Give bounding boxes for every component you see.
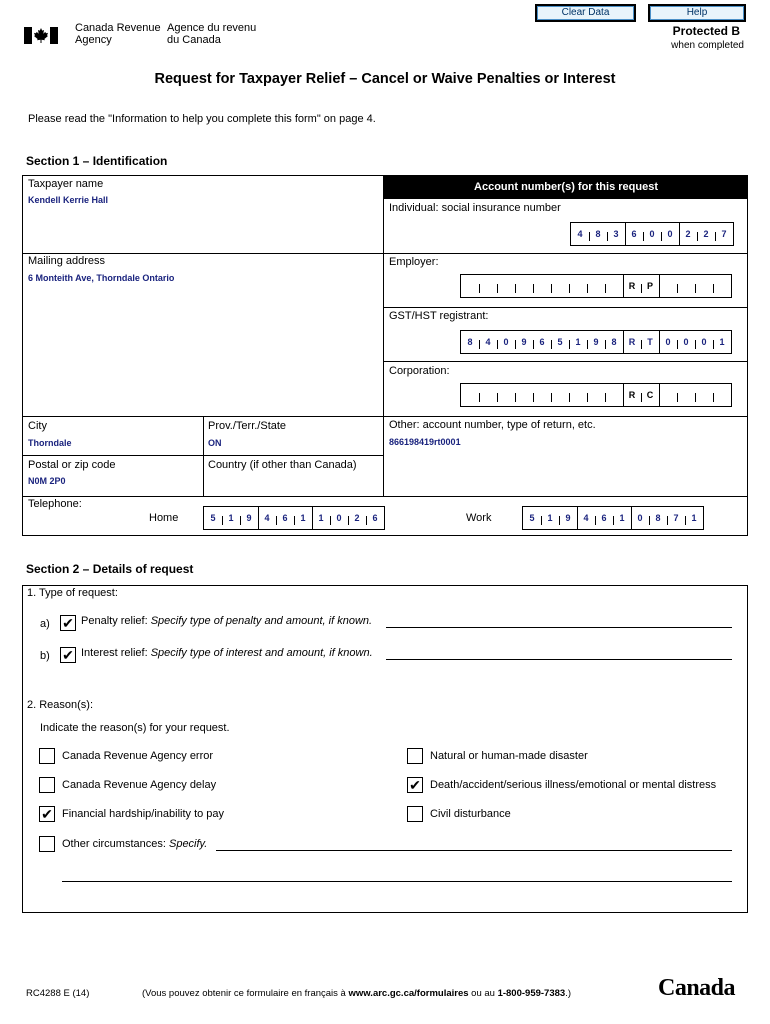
- corporation-label: Corporation:: [389, 365, 450, 377]
- digit-cell: 0: [695, 331, 713, 353]
- digit-cell: R: [623, 331, 641, 353]
- other-account-label: Other: account number, type of return, etc.: [389, 419, 596, 431]
- digit-cell: 0: [497, 331, 515, 353]
- sin-label: Individual: social insurance number: [389, 202, 561, 214]
- digit-cell: 2: [697, 223, 715, 245]
- digit-cell: [479, 384, 497, 406]
- agency-name-fr: Agence du revenu du Canada: [167, 22, 257, 46]
- digit-cell: 4: [258, 507, 276, 529]
- digit-cell: 1: [541, 507, 559, 529]
- digit-cell: [515, 384, 533, 406]
- taxpayer-name-field[interactable]: Kendell Kerrie Hall: [28, 195, 109, 205]
- form-title: Request for Taxpayer Relief – Cancel or Waive Penalties or Interest: [154, 71, 616, 87]
- section1-heading: Section 1 – Identification: [26, 154, 168, 168]
- digit-cell: [587, 384, 605, 406]
- natural-disaster-checkbox[interactable]: [407, 748, 423, 764]
- digit-cell: R: [623, 275, 641, 297]
- digit-cell: 7: [715, 223, 733, 245]
- digit-cell: 1: [312, 507, 330, 529]
- digit-cell: [605, 384, 623, 406]
- city-label: City: [28, 420, 47, 432]
- french-phone: 1-800-959-7383: [497, 988, 566, 999]
- digit-cell: 1: [294, 507, 312, 529]
- divider-h-city: [22, 416, 748, 417]
- employer-label: Employer:: [389, 256, 439, 268]
- digit-cell: [569, 275, 587, 297]
- digit-cell: T: [641, 331, 659, 353]
- divider-h-phone: [22, 496, 748, 497]
- type-of-request-label: 1. Type of request:: [27, 587, 118, 599]
- help-button[interactable]: Help: [648, 4, 746, 22]
- digit-cell: [659, 384, 677, 406]
- digit-cell: C: [641, 384, 659, 406]
- digit-cell: 1: [222, 507, 240, 529]
- digit-cell: 9: [587, 331, 605, 353]
- cra-delay-checkbox[interactable]: [39, 777, 55, 793]
- indicate-reasons-text: Indicate the reason(s) for your request.: [40, 722, 230, 734]
- gst-account-field[interactable]: [460, 330, 732, 354]
- other-circumstances-label: Other circumstances: Specify.: [62, 838, 208, 850]
- digit-cell: [713, 384, 731, 406]
- digit-cell: 1: [569, 331, 587, 353]
- province-field[interactable]: ON: [208, 438, 222, 448]
- digit-cell: [461, 275, 479, 297]
- interest-relief-checkbox[interactable]: ✔: [60, 647, 76, 663]
- reasons-label: 2. Reason(s):: [27, 699, 94, 711]
- option-a-letter: a): [40, 618, 50, 630]
- mailing-address-label: Mailing address: [28, 255, 106, 267]
- digit-cell: 6: [366, 507, 384, 529]
- digit-cell: 8: [589, 223, 607, 245]
- interest-relief-label: Interest relief: Specify type of interest and amount, if known.: [81, 647, 373, 659]
- intro-text: Please read the "Information to help you complete this form" on page 4.: [28, 113, 376, 125]
- digit-cell: 9: [240, 507, 258, 529]
- digit-cell: [587, 275, 605, 297]
- section2-heading: Section 2 – Details of request: [26, 562, 194, 576]
- digit-cell: 1: [685, 507, 703, 529]
- province-label: Prov./Terr./State: [208, 420, 287, 432]
- work-phone-field[interactable]: [522, 506, 704, 530]
- corporation-account-field[interactable]: [460, 383, 732, 407]
- natural-disaster-label: Natural or human-made disaster: [430, 750, 588, 762]
- digit-cell: 0: [631, 507, 649, 529]
- account-numbers-header: Account number(s) for this request: [384, 175, 748, 199]
- protected-b-label: Protected B: [672, 24, 740, 38]
- cra-error-label: Canada Revenue Agency error: [62, 750, 214, 762]
- city-field[interactable]: Thorndale: [28, 438, 72, 448]
- digit-cell: 4: [577, 229, 583, 239]
- divider-h-employer: [384, 307, 748, 308]
- other-account-field[interactable]: 866198419rt0001: [389, 437, 461, 447]
- digit-cell: 5: [551, 331, 569, 353]
- digit-cell: [677, 275, 695, 297]
- digit-cell: 8: [467, 337, 473, 347]
- digit-cell: 3: [607, 223, 625, 245]
- digit-cell: 5: [210, 513, 216, 523]
- french-availability-note: (Vous pouvez obtenir ce formulaire en français à www.arc.gc.ca/formulaires ou au 1-800-959-7383.): [142, 988, 571, 999]
- penalty-relief-label: Penalty relief: Specify type of penalty and amount, if known.: [81, 615, 373, 627]
- sin-field[interactable]: [570, 222, 734, 246]
- digit-cell: [551, 275, 569, 297]
- employer-account-field[interactable]: [460, 274, 732, 298]
- postal-code-label: Postal or zip code: [28, 459, 116, 471]
- penalty-relief-checkbox[interactable]: ✔: [60, 615, 76, 631]
- option-b-letter: b): [40, 650, 50, 662]
- digit-cell: 6: [595, 507, 613, 529]
- divider-v-prov: [203, 416, 204, 496]
- other-circumstances-line-2[interactable]: [62, 881, 732, 882]
- other-circumstances-line-1[interactable]: [216, 850, 732, 851]
- digit-cell: 9: [515, 331, 533, 353]
- cra-delay-label: Canada Revenue Agency delay: [62, 779, 217, 791]
- flag-right-bar: [50, 27, 58, 44]
- death-illness-label: Death/accident/serious illness/emotional or mental distress: [430, 779, 717, 791]
- penalty-relief-line[interactable]: [386, 627, 732, 628]
- digit-cell: 6: [276, 507, 294, 529]
- financial-hardship-label: Financial hardship/inability to pay: [62, 808, 225, 820]
- mailing-address-field[interactable]: 6 Monteith Ave, Thorndale Ontario: [28, 273, 175, 283]
- divider-h-sin: [384, 253, 748, 254]
- digit-cell: 0: [643, 223, 661, 245]
- digit-cell: R: [623, 384, 641, 406]
- divider-v-main: [383, 175, 384, 497]
- digit-cell: 6: [533, 331, 551, 353]
- cra-error-checkbox[interactable]: [39, 748, 55, 764]
- digit-cell: P: [641, 275, 659, 297]
- digit-cell: 5: [529, 513, 535, 523]
- divider-h-taxpayer: [22, 253, 383, 254]
- financial-hardship-checkbox[interactable]: ✔: [39, 806, 55, 822]
- taxpayer-name-label: Taxpayer name: [28, 178, 104, 190]
- digit-cell: 0: [677, 331, 695, 353]
- digit-cell: [533, 275, 551, 297]
- canada-wordmark-logo: Canada: [658, 975, 736, 1001]
- digit-cell: [461, 384, 479, 406]
- home-phone-label: Home: [149, 512, 179, 524]
- digit-cell: 1: [713, 331, 731, 353]
- digit-cell: [677, 384, 695, 406]
- digit-cell: 7: [667, 507, 685, 529]
- digit-cell: [515, 275, 533, 297]
- when-completed-label: when completed: [671, 40, 744, 51]
- clear-data-button[interactable]: Clear Data: [535, 4, 636, 22]
- digit-cell: [479, 275, 497, 297]
- digit-cell: 0: [661, 223, 679, 245]
- digit-cell: 0: [330, 507, 348, 529]
- digit-cell: 9: [559, 507, 577, 529]
- digit-cell: [497, 384, 515, 406]
- civil-disturbance-label: Civil disturbance: [430, 808, 511, 820]
- digit-cell: 2: [348, 507, 366, 529]
- digit-cell: 4: [479, 331, 497, 353]
- french-url-link[interactable]: www.arc.gc.ca/formulaires: [348, 988, 469, 999]
- digit-cell: 8: [605, 331, 623, 353]
- home-phone-field[interactable]: [203, 506, 385, 530]
- digit-cell: [533, 384, 551, 406]
- telephone-label: Telephone:: [28, 498, 82, 510]
- digit-cell: [695, 384, 713, 406]
- death-illness-checkbox[interactable]: ✔: [407, 777, 423, 793]
- digit-cell: [569, 384, 587, 406]
- civil-disturbance-checkbox[interactable]: [407, 806, 423, 822]
- digit-cell: [551, 384, 569, 406]
- digit-cell: 6: [625, 223, 643, 245]
- digit-cell: [713, 275, 731, 297]
- details-box: [22, 585, 748, 913]
- form-id: RC4288 E (14): [26, 988, 90, 999]
- digit-cell: [659, 275, 677, 297]
- digit-cell: [695, 275, 713, 297]
- digit-cell: 1: [613, 507, 631, 529]
- other-circumstances-checkbox[interactable]: [39, 836, 55, 852]
- gst-label: GST/HST registrant:: [389, 310, 489, 322]
- divider-h-gst: [384, 361, 748, 362]
- digit-cell: [605, 275, 623, 297]
- interest-relief-line[interactable]: [386, 659, 732, 660]
- maple-leaf-icon: [34, 28, 48, 43]
- work-phone-label: Work: [466, 512, 492, 524]
- agency-name-en: Canada Revenue Agency: [75, 22, 161, 46]
- postal-code-field[interactable]: N0M 2P0: [28, 476, 66, 486]
- canada-flag-icon: [24, 27, 58, 44]
- digit-cell: 8: [649, 507, 667, 529]
- digit-cell: 4: [577, 507, 595, 529]
- digit-cell: [497, 275, 515, 297]
- digit-cell: 0: [659, 331, 677, 353]
- flag-left-bar: [24, 27, 32, 44]
- digit-cell: 2: [679, 223, 697, 245]
- country-label: Country (if other than Canada): [208, 459, 357, 471]
